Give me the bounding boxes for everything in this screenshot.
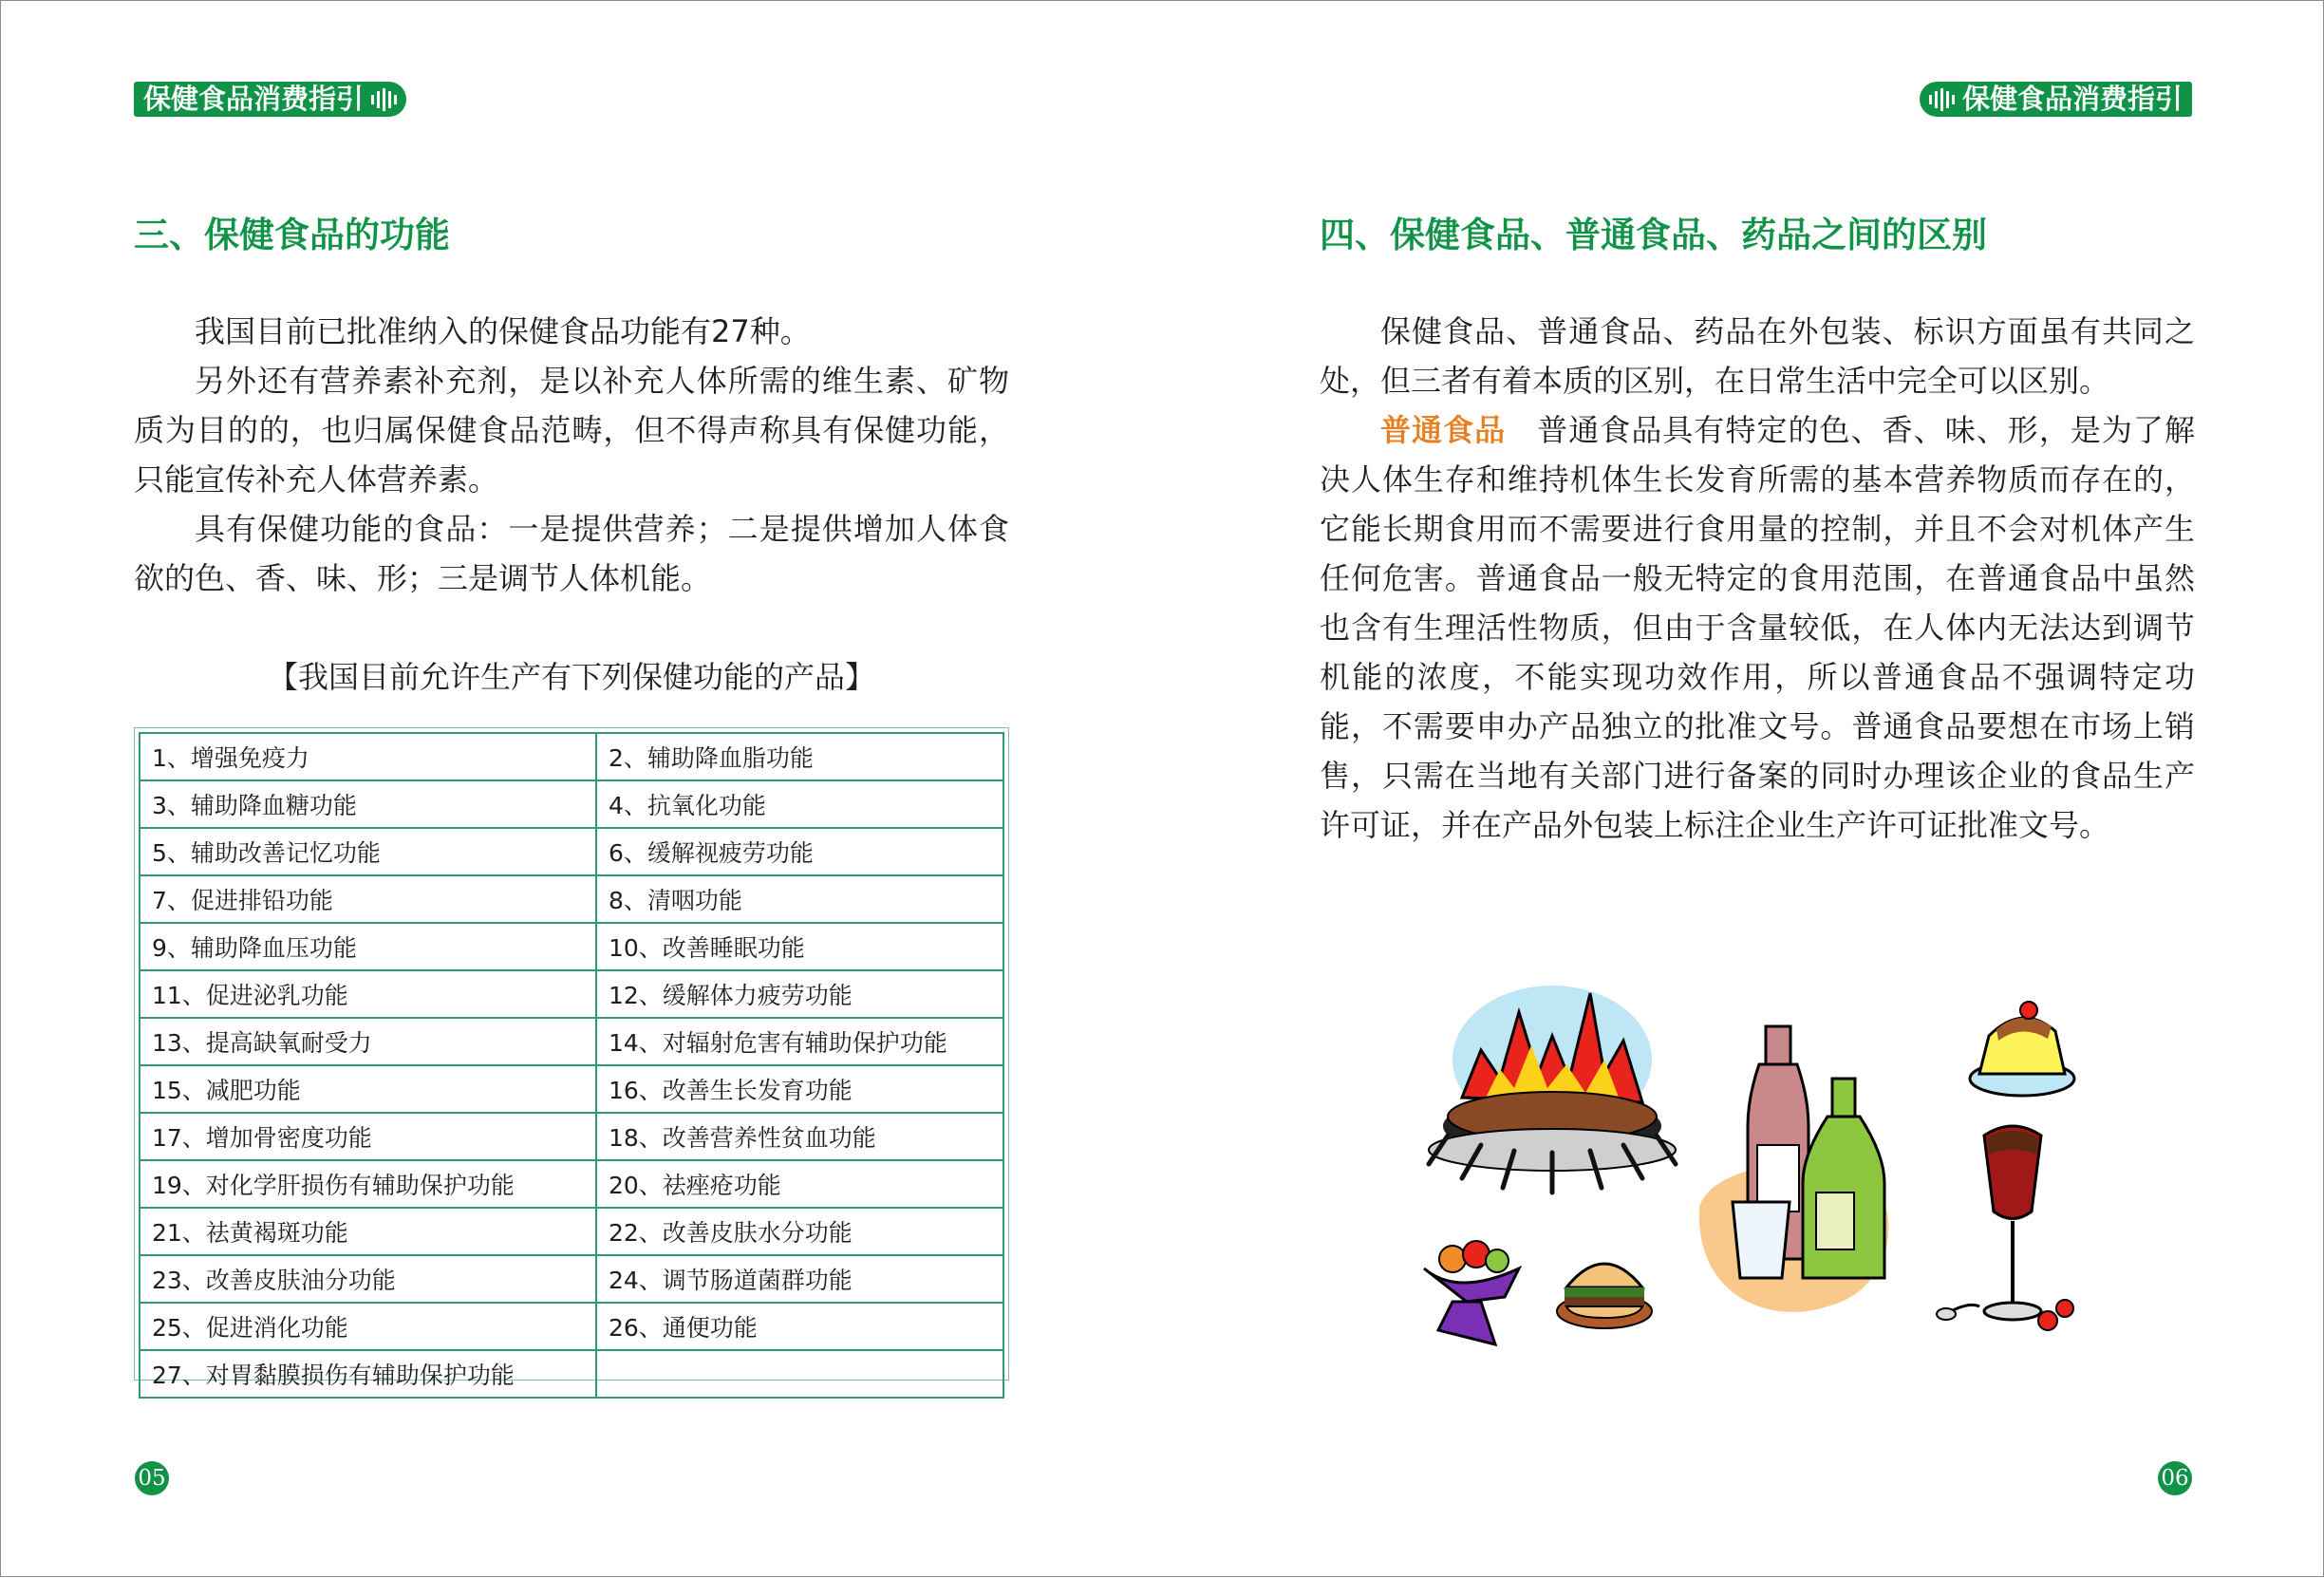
paragraph: 我国目前已批准纳入的保健食品功能有27种。 xyxy=(195,313,811,349)
fruit-bowl-icon xyxy=(1424,1241,1519,1344)
table-row xyxy=(140,1065,1003,1113)
function-cell: 23、改善皮肤油分功能 xyxy=(140,1255,596,1303)
table-row xyxy=(140,1208,1003,1255)
function-cell: 18、改善营养性贫血功能 xyxy=(596,1113,1003,1160)
function-cell: 2、辅助降血脂功能 xyxy=(596,733,1003,780)
table-row xyxy=(140,875,1003,923)
dessert-glass-icon xyxy=(1937,1126,2073,1330)
function-cell: 19、对化学肝损伤有辅助保护功能 xyxy=(140,1160,596,1208)
table-row xyxy=(140,1160,1003,1208)
function-cell: 9、辅助降血压功能 xyxy=(140,923,596,970)
paragraph: 保健食品、普通食品、药品在外包装、标识方面虽有共同之处，但三者有着本质的区别，在日常生活中完全可以区别。 xyxy=(1320,313,2195,399)
function-cell: 7、促进排铅功能 xyxy=(140,875,596,923)
function-cell: 21、祛黄褐斑功能 xyxy=(140,1208,596,1255)
function-cell: 10、改善睡眠功能 xyxy=(596,923,1003,970)
food-illustration xyxy=(1410,984,2112,1354)
table-row xyxy=(140,780,1003,828)
page-number-right: 06 xyxy=(2158,1461,2192,1495)
function-cell: 15、减肥功能 xyxy=(140,1065,596,1113)
sound-bars-icon xyxy=(1929,82,1955,117)
table-caption: 【我国目前允许生产有下列保健功能的产品】 xyxy=(267,659,875,695)
table-row xyxy=(140,923,1003,970)
burger-icon xyxy=(1557,1264,1652,1328)
function-cell: 1、增强免疫力 xyxy=(140,733,596,780)
right-body-text xyxy=(1320,307,2195,850)
pudding-icon xyxy=(1970,1002,2074,1096)
function-cell: 4、抗氧化功能 xyxy=(596,780,1003,828)
function-cell: 5、辅助改善记忆功能 xyxy=(140,828,596,875)
function-cell: 3、辅助降血糖功能 xyxy=(140,780,596,828)
header-tag-text: 保健食品消费指引 xyxy=(143,83,365,115)
table-row xyxy=(140,828,1003,875)
term-label: 普通食品 xyxy=(1380,412,1507,448)
functions-table xyxy=(139,732,1004,1399)
table-row xyxy=(140,733,1003,780)
page-number-left: 05 xyxy=(135,1461,169,1495)
function-cell: 24、调节肠道菌群功能 xyxy=(596,1255,1003,1303)
function-cell: 12、缓解体力疲劳功能 xyxy=(596,970,1003,1018)
bottles-icon xyxy=(1699,1026,1889,1312)
function-cell: 17、增加骨密度功能 xyxy=(140,1113,596,1160)
function-cell: 27、对胃黏膜损伤有辅助保护功能 xyxy=(140,1350,596,1398)
header-tag-text: 保健食品消费指引 xyxy=(1961,83,2183,115)
left-body-text xyxy=(134,307,1009,603)
section-title-4: 四、保健食品、普通食品、药品之间的区别 xyxy=(1320,215,1987,255)
table-row xyxy=(140,1018,1003,1065)
function-cell: 11、促进泌乳功能 xyxy=(140,970,596,1018)
table-row xyxy=(140,1350,1003,1398)
section-title-3: 三、保健食品的功能 xyxy=(134,215,450,255)
function-cell: 6、缓解视疲劳功能 xyxy=(596,828,1003,875)
functions-table-frame xyxy=(134,727,1009,1389)
left-page xyxy=(1,1,1163,1578)
paragraph: 具有保健功能的食品：一是提供营养；二是提供增加人体食欲的色、香、味、形；三是调节人体机能。 xyxy=(134,511,1009,596)
function-cell: 16、改善生长发育功能 xyxy=(596,1065,1003,1113)
table-row xyxy=(140,970,1003,1018)
function-cell: 25、促进消化功能 xyxy=(140,1303,596,1350)
function-cell: 13、提高缺氧耐受力 xyxy=(140,1018,596,1065)
function-cell: 8、清咽功能 xyxy=(596,875,1003,923)
grill-fire-icon xyxy=(1429,986,1676,1193)
function-cell: 14、对辐射危害有辅助保护功能 xyxy=(596,1018,1003,1065)
table-row xyxy=(140,1255,1003,1303)
table-row xyxy=(140,1113,1003,1160)
header-tag-left xyxy=(134,82,406,117)
function-cell xyxy=(596,1350,1003,1398)
paragraph xyxy=(1320,405,2195,850)
sound-bars-icon xyxy=(371,82,397,117)
paragraph: 另外还有营养素补充剂，是以补充人体所需的维生素、矿物质为目的的，也归属保健食品范畴，但不得声称具有保健功能，只能宣传补充人体营养素。 xyxy=(134,363,1009,498)
function-cell: 26、通便功能 xyxy=(596,1303,1003,1350)
function-cell: 20、祛痤疮功能 xyxy=(596,1160,1003,1208)
header-tag-right xyxy=(1920,82,2192,117)
term-body: 普通食品具有特定的色、香、味、形，是为了解决人体生存和维持机体生长发育所需的基本营养物质而存在的，它能长期食用而不需要进行食用量的控制，并且不会对机体产生任何危害。普通食品一般无特定的食用范围，在普通食品中虽然也含有生理活性物质，但由于含量较低，在人体内无法达到调节机能的浓度，不能实现功效作用，所以普通食品不强调特定功能，不需要申办产品独立的批准文号。普通食品要想在市场上销售，只需在当地有关部门进行备案的同时办理该企业的食品生产许可证，并在产品外包装上标注企业生产许可证批准文号。 xyxy=(1320,412,2195,843)
function-cell: 22、改善皮肤水分功能 xyxy=(596,1208,1003,1255)
table-row xyxy=(140,1303,1003,1350)
